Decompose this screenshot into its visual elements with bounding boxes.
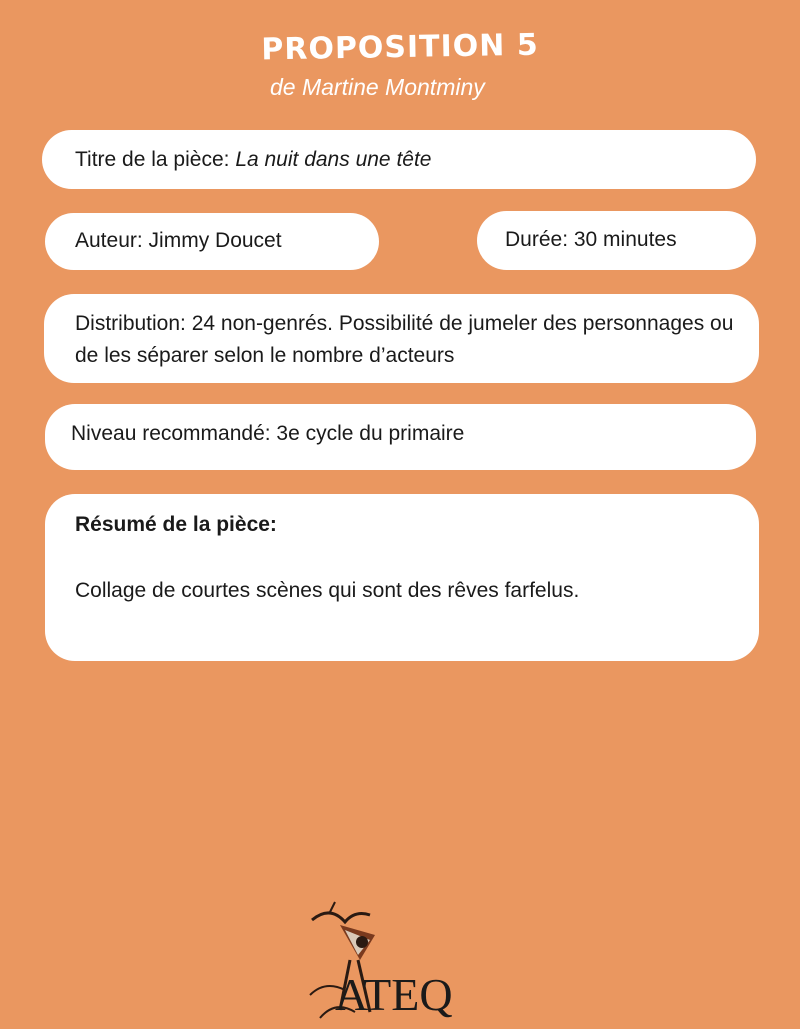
titre-value: La nuit dans une tête (235, 148, 432, 171)
duree-text: Durée: 30 minutes (505, 228, 677, 251)
page-subtitle: de Martine Montminy (270, 74, 485, 100)
distribution-card (44, 294, 759, 383)
niveau-card (45, 404, 756, 470)
auteur-card (45, 213, 379, 270)
titre-label: Titre de la pièce: (75, 148, 236, 171)
auteur-text: Auteur: Jimmy Doucet (75, 229, 282, 252)
page-title: PROPOSITION 5 (261, 27, 539, 68)
logo-text: ATEQ (335, 969, 453, 1020)
resume-body: Collage de courtes scènes qui sont des rêves farfelus. (75, 579, 580, 602)
distribution-text: Distribution: 24 non-genrés. Possibilité de jumeler des personnages ou de les séparer selon le nombre d’acteurs (75, 312, 734, 367)
resume-card (45, 494, 759, 661)
resume-heading: Résumé de la pièce: (75, 513, 277, 536)
titre-card (42, 130, 756, 189)
duree-card (477, 211, 756, 270)
titre-row (75, 144, 431, 176)
niveau-text: Niveau recommandé: 3e cycle du primaire (71, 422, 465, 445)
ateq-logo (300, 900, 510, 1025)
